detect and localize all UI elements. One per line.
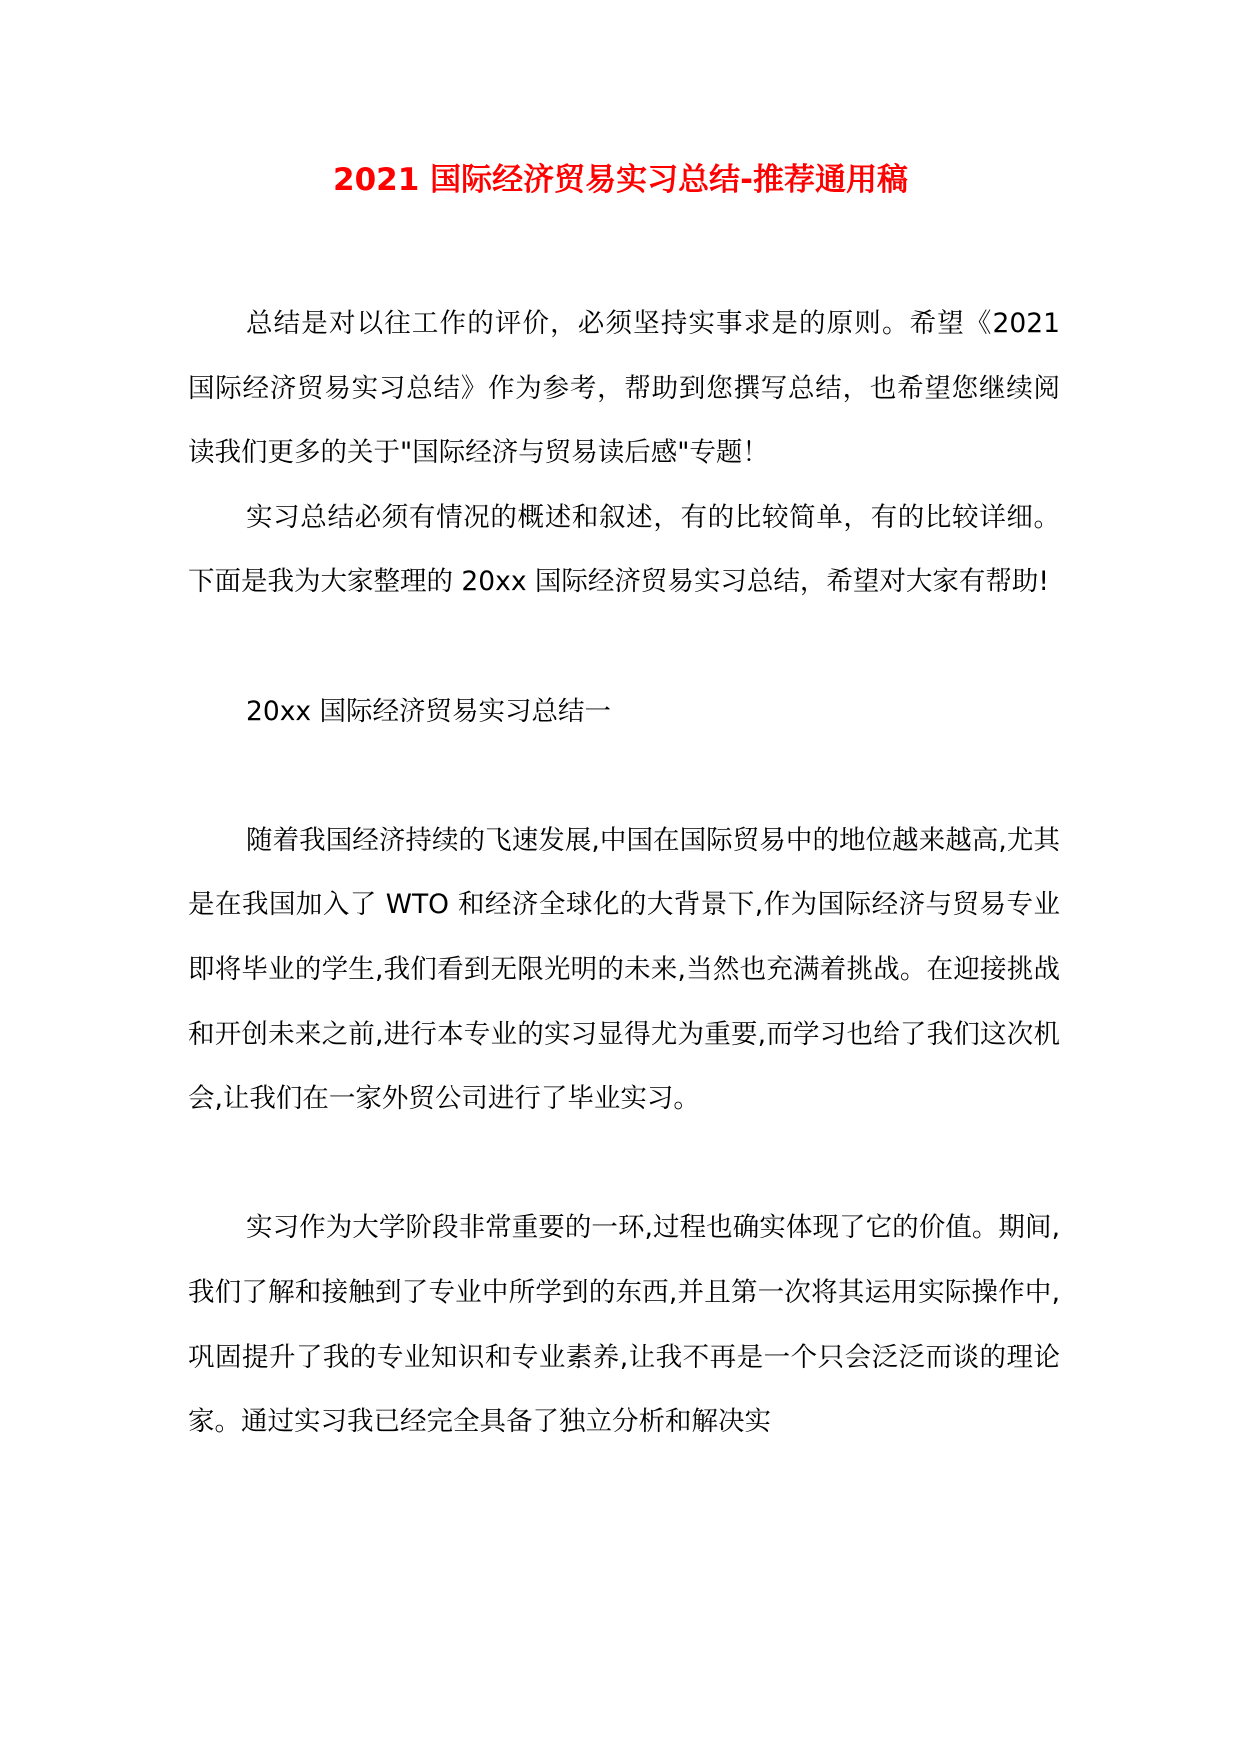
body-paragraph-1: 随着我国经济持续的飞速发展,中国在国际贸易中的地位越来越高,尤其是在我国加入了 WTO 和经济全球化的大背景下,作为国际经济与贸易专业即将毕业的学生,我们看到无限光明的未来,当然也充满着挑战。在迎接挑战和开创未来之前,进行本专业的实习显得尤为重要,而学习也给了我们这次机会,让我们在一家外贸公司进行了毕业实习。 <box>188 824 1060 1115</box>
paragraph-spacer <box>188 1132 1060 1197</box>
document-title: 2021 国际经济贸易实习总结-推荐通用稿 <box>333 162 908 198</box>
paragraph-spacer <box>188 615 1060 680</box>
intro-paragraph-2: 实习总结必须有情况的概述和叙述，有的比较简单，有的比较详细。下面是我为大家整理的 20xx 国际经济贸易实习总结，希望对大家有帮助! <box>188 501 1060 598</box>
paragraph-spacer <box>188 744 1060 809</box>
document-body <box>188 292 1060 1455</box>
section-heading: 20xx 国际经济贸易实习总结一 <box>246 695 612 727</box>
body-paragraph-2: 实习作为大学阶段非常重要的一环,过程也确实体现了它的价值。期间,我们了解和接触到了专业中所学到的东西,并且第一次将其运用实际操作中,巩固提升了我的专业知识和专业素养,让我不再是一个只会泛泛而谈的理论家。通过实习我已经完全具备了独立分析和解决实 <box>188 1212 1060 1438</box>
intro-paragraph-1: 总结是对以往工作的评价，必须坚持实事求是的原则。希望《2021 国际经济贸易实习总结》作为参考，帮助到您撰写总结，也希望您继续阅读我们更多的关于"国际经济与贸易读后感"专题！ <box>188 308 1060 469</box>
